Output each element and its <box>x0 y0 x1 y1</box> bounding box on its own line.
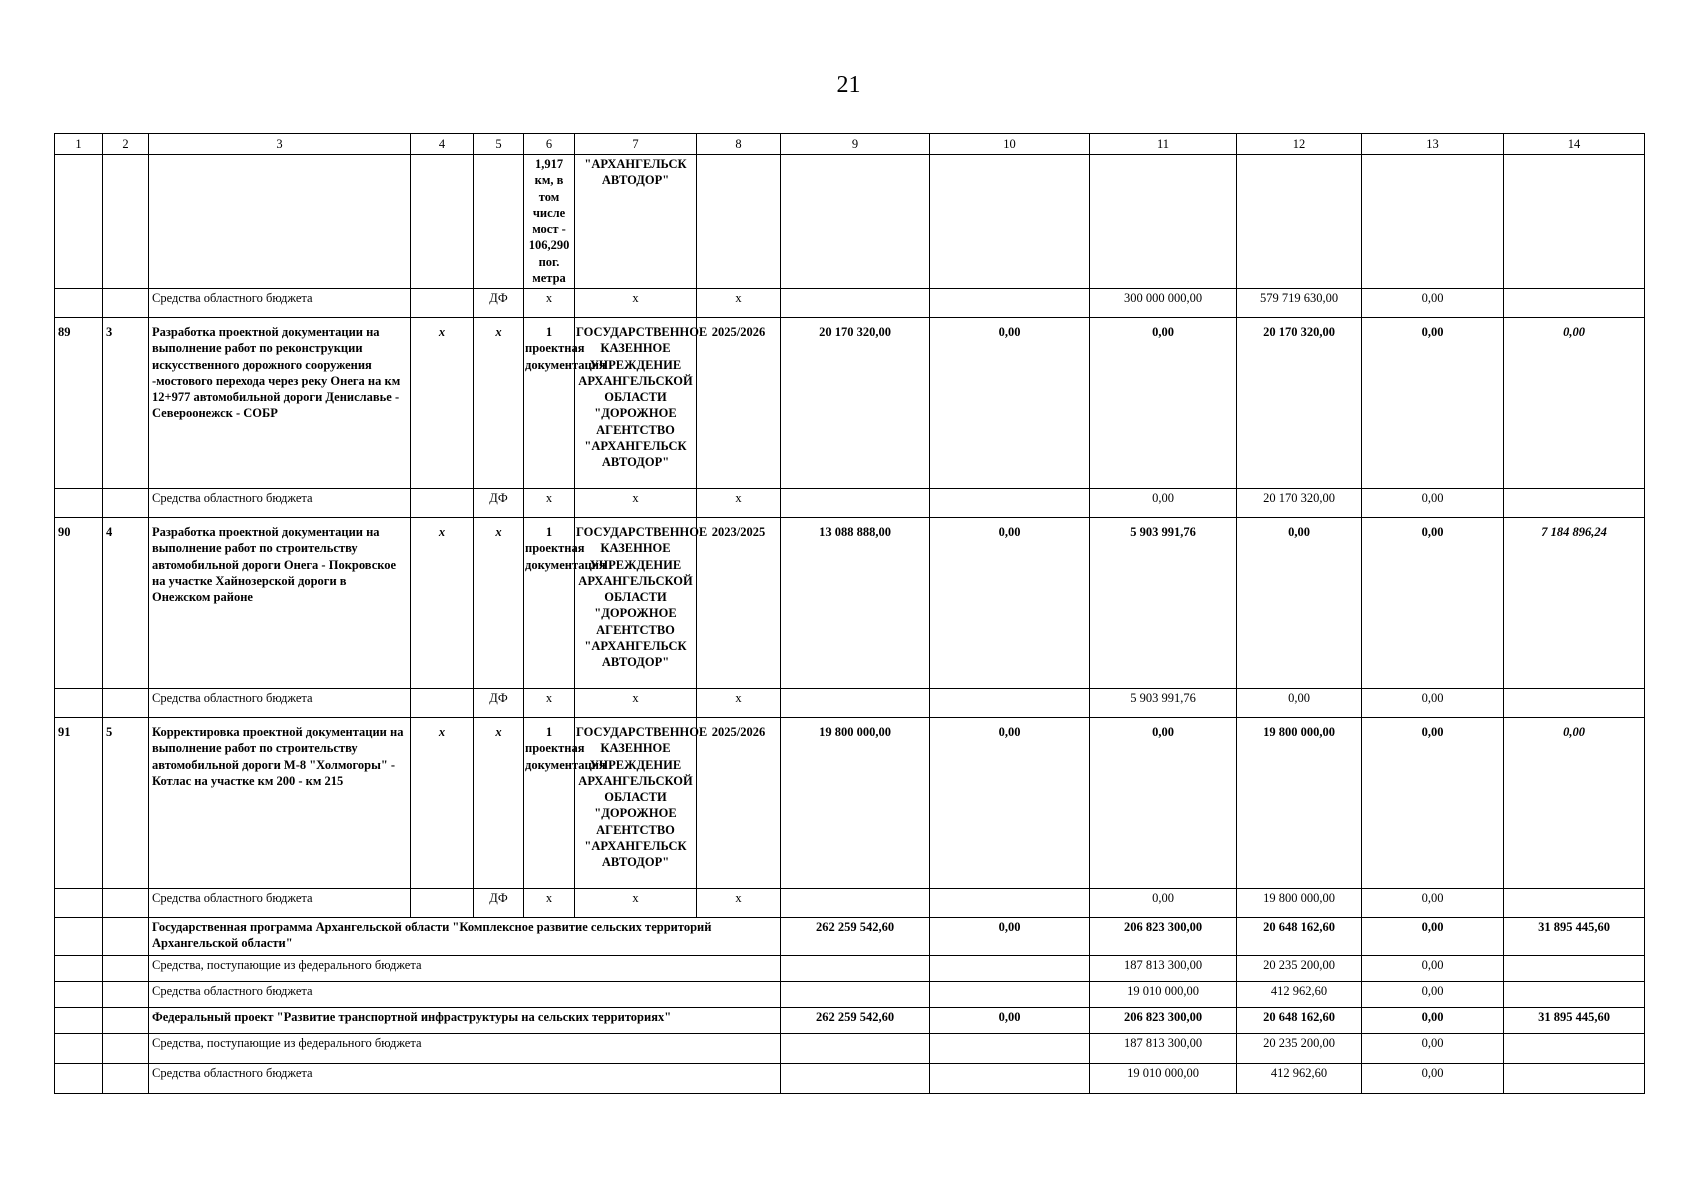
object-name: Корректировка проектной документации на выполнение работ по строительству автомобильной дороги М-8 "Холмогоры" - Котлас на участке км 200 - км 215 <box>149 718 411 889</box>
funding-label: Средства областного бюджета <box>149 689 411 718</box>
funding-code: ДФ <box>474 289 524 318</box>
financing-table <box>54 133 1645 1094</box>
funding-row: Средства областного бюджета ДФ х х х 0,00 20 170 320,00 0,00 <box>55 489 1645 518</box>
program-total-row: Государственная программа Архангельской области "Комплексное развитие сельских территорий Архангельской области" 262 259 542,60 0,00 206 823 300,00 20 648 162,60 0,00 31 895 445,60 <box>55 918 1645 956</box>
funding-row: Средства, поступающие из федерального бюджета 187 813 300,00 20 235 200,00 0,00 <box>55 956 1645 982</box>
program-title: Государственная программа Архангельской области "Комплексное развитие сельских территорий Архангельской области" <box>149 918 781 956</box>
column-number-row <box>55 134 1645 155</box>
col-number: 1 <box>55 134 103 155</box>
result-cell: 1,917 км, в том числе мост - 106,290 пог. метра <box>524 155 575 289</box>
funding-code: ДФ <box>474 489 524 518</box>
object-name: Разработка проектной документации на выполнение работ по строительству автомобильной дороги Онега - Покровское на участке Хайнозерской дороги в Онежском районе <box>149 518 411 689</box>
executor-cell: ГОСУДАРСТВЕННОЕ КАЗЕННОЕ УЧРЕЖДЕНИЕ АРХАНГЕЛЬСКОЙ ОБЛАСТИ "ДОРОЖНОЕ АГЕНТСТВО "АРХАНГЕЛЬСК АВТОДОР" <box>575 718 697 889</box>
executor-cell: ГОСУДАРСТВЕННОЕ КАЗЕННОЕ УЧРЕЖДЕНИЕ АРХАНГЕЛЬСКОЙ ОБЛАСТИ "ДОРОЖНОЕ АГЕНТСТВО "АРХАНГЕЛЬСК АВТОДОР" <box>575 318 697 489</box>
funding-label: Средства областного бюджета <box>149 982 781 1008</box>
col-number: 7 <box>575 134 697 155</box>
table-row: 91 5 Корректировка проектной документации на выполнение работ по строительству автомобильной дороги М-8 "Холмогоры" - Котлас на участке км 200 - км 215 х х 1 проектная документация ГОСУДАРСТВЕННОЕ КАЗЕННОЕ УЧРЕЖДЕНИЕ АРХАНГЕЛЬСКОЙ ОБЛАСТИ "ДОРОЖНОЕ АГЕНТСТВО "АРХАНГЕЛЬСК АВТОДОР" 2025/2026 19 800 000,00 0,00 0,00 19 800 000,00 0,00 0,00 <box>55 718 1645 889</box>
result-cell: 1 проектная документация <box>524 318 575 489</box>
col-number: 13 <box>1362 134 1504 155</box>
col-number: 9 <box>781 134 930 155</box>
funding-label: Средства областного бюджета <box>149 289 411 318</box>
col-number: 10 <box>930 134 1090 155</box>
col-number: 4 <box>411 134 474 155</box>
funding-label: Средства, поступающие из федерального бюджета <box>149 1034 781 1064</box>
col-number: 12 <box>1237 134 1362 155</box>
page-number: 21 <box>836 72 861 98</box>
project-total-row: Федеральный проект "Развитие транспортной инфраструктуры на сельских территориях" 262 259 542,60 0,00 206 823 300,00 20 648 162,60 0,00 31 895 445,60 <box>55 1008 1645 1034</box>
funding-row: Средства областного бюджета 19 010 000,00 412 962,60 0,00 <box>55 1064 1645 1094</box>
col-number: 11 <box>1090 134 1237 155</box>
funding-row: Средства, поступающие из федерального бюджета 187 813 300,00 20 235 200,00 0,00 <box>55 1034 1645 1064</box>
funding-label: Средства областного бюджета <box>149 489 411 518</box>
funding-label: Средства областного бюджета <box>149 889 411 918</box>
project-title: Федеральный проект "Развитие транспортной инфраструктуры на сельских территориях" <box>149 1008 781 1034</box>
funding-label: Средства областного бюджета <box>149 1064 781 1094</box>
funding-code: ДФ <box>474 889 524 918</box>
col-number: 8 <box>697 134 781 155</box>
table-row: 89 3 Разработка проектной документации на выполнение работ по реконструкции искусственного дорожного сооружения -мостового перехода через реку Онега на км 12+977 автомобильной дороги Дениславье - Североонежск - СОБР х х 1 проектная документация ГОСУДАРСТВЕННОЕ КАЗЕННОЕ УЧРЕЖДЕНИЕ АРХАНГЕЛЬСКОЙ ОБЛАСТИ "ДОРОЖНОЕ АГЕНТСТВО "АРХАНГЕЛЬСК АВТОДОР" 2025/2026 20 170 320,00 0,00 0,00 20 170 320,00 0,00 0,00 <box>55 318 1645 489</box>
col-number: 14 <box>1504 134 1645 155</box>
funding-row: Средства областного бюджета 19 010 000,00 412 962,60 0,00 <box>55 982 1645 1008</box>
table-row-continued <box>55 155 1645 289</box>
col-number: 6 <box>524 134 575 155</box>
result-cell: 1 проектная документация <box>524 518 575 689</box>
result-cell: 1 проектная документация <box>524 718 575 889</box>
col-number: 3 <box>149 134 411 155</box>
funding-row: Средства областного бюджета ДФ х х х 5 903 991,76 0,00 0,00 <box>55 689 1645 718</box>
funding-code: ДФ <box>474 689 524 718</box>
funding-label: Средства, поступающие из федерального бюджета <box>149 956 781 982</box>
col-number: 2 <box>103 134 149 155</box>
executor-cell: ГОСУДАРСТВЕННОЕ КАЗЕННОЕ УЧРЕЖДЕНИЕ АРХАНГЕЛЬСКОЙ ОБЛАСТИ "ДОРОЖНОЕ АГЕНТСТВО "АРХАНГЕЛЬСК АВТОДОР" <box>575 518 697 689</box>
executor-cell: "АРХАНГЕЛЬСК АВТОДОР" <box>575 155 697 289</box>
col-number: 5 <box>474 134 524 155</box>
funding-row: Средства областного бюджета ДФ х х х 300 000 000,00 579 719 630,00 0,00 <box>55 289 1645 318</box>
table-row: 90 4 Разработка проектной документации на выполнение работ по строительству автомобильной дороги Онега - Покровское на участке Хайнозерской дороги в Онежском районе х х 1 проектная документация ГОСУДАРСТВЕННОЕ КАЗЕННОЕ УЧРЕЖДЕНИЕ АРХАНГЕЛЬСКОЙ ОБЛАСТИ "ДОРОЖНОЕ АГЕНТСТВО "АРХАНГЕЛЬСК АВТОДОР" 2023/2025 13 088 888,00 0,00 5 903 991,76 0,00 0,00 7 184 896,24 <box>55 518 1645 689</box>
funding-row: Средства областного бюджета ДФ х х х 0,00 19 800 000,00 0,00 <box>55 889 1645 918</box>
object-name: Разработка проектной документации на выполнение работ по реконструкции искусственного дорожного сооружения -мостового перехода через реку Онега на км 12+977 автомобильной дороги Дениславье - Североонежск - СОБР <box>149 318 411 489</box>
